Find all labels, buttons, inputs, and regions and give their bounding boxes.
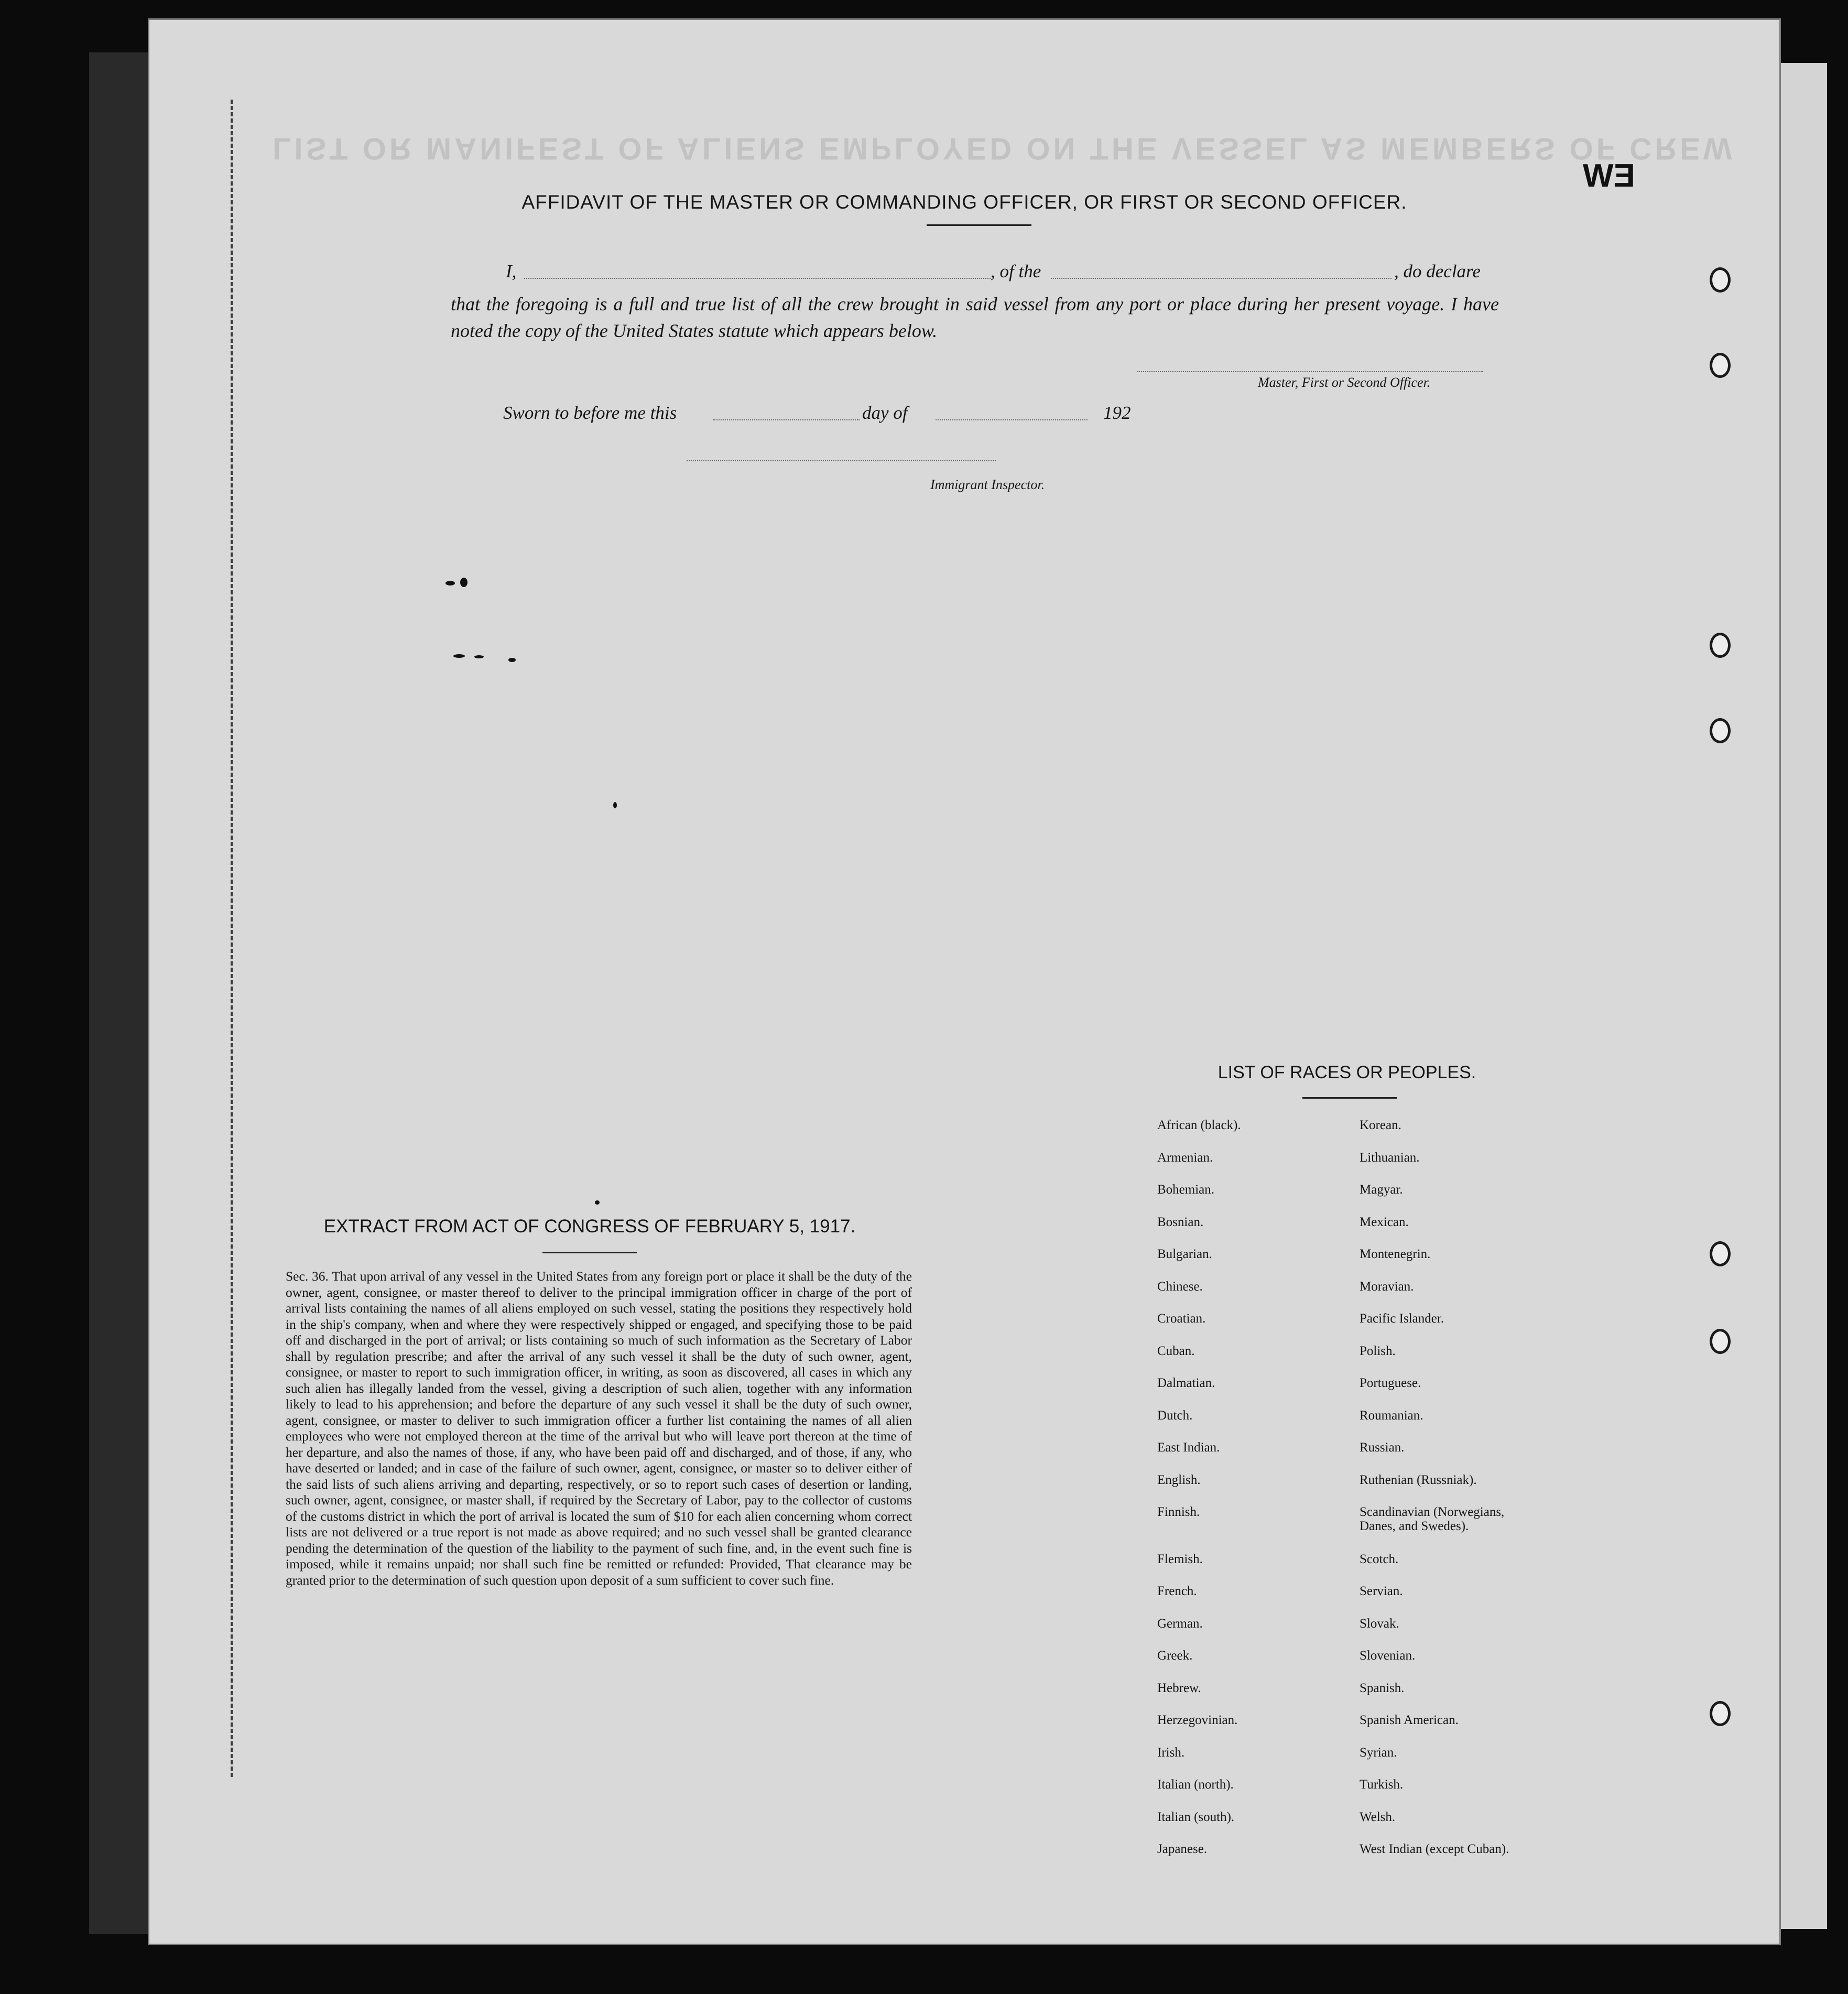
inspector-caption: Immigrant Inspector. — [930, 477, 1045, 492]
race-item: Mexican. — [1360, 1215, 1409, 1229]
race-item: Russian. — [1360, 1440, 1405, 1455]
race-item: Turkish. — [1360, 1778, 1404, 1792]
race-item: East Indian. — [1157, 1440, 1220, 1455]
sworn-month-line[interactable] — [936, 419, 1088, 420]
race-item: Scotch. — [1360, 1552, 1399, 1566]
do-declare-label: , do declare — [1394, 261, 1481, 281]
binder-hole — [1710, 1701, 1731, 1726]
race-item: Dalmatian. — [1157, 1376, 1215, 1390]
statute-text: Sec. 36. That upon arrival of any vessel in the United States from any foreign port or place it shall be the duty of the owner, agent, consignee, or master thereof to deliver to the principal immigration officer in charge of the port of arrival lists containing the names of all aliens employed on such vessel, stating the positions they respectively hold in the ship's company, when and where they were respectively shipped or engaged, and specifying those to be paid off and discharged in the port of arrival; or lists containing so much of such information as the Secretary of Labor shall by regulation prescribe; and after the arrival of any such vessel it shall be the duty of such owner, agent, consignee, or master to report to such immigration officer, in writing, as soon as discovered, all cases in which any such alien has illegally landed from the vessel, giving a description of such alien, together with any information likely to lead to his apprehension; and before the departure of any such vessel it shall be the duty of such owner, agent, consignee, or master to deliver to such immigration officer a further list containing the names of all alien employees who were not employed thereon at the time of the arrival but who will leave port thereon at the time of her departure, and also the names of those, if any, who have been paid off and discharged, and of those, if any, who have deserted or landed; and in case of the failure of such owner, agent, consignee, or master so to deliver either of the said lists of such aliens arriving and departing, respectively, or so to report such cases of desertion or landing, such owner, agent, consignee, or master shall, if required by the Secretary of Labor, pay to the collector of customs of the customs district in which the port of arrival is located the sum of $10 for each alien concerning whom correct lists are not delivered or a true report is not made as above required; and no such vessel shall be granted clearance pending the determination of the question of the liability to the payment of such fine, and, in the event such fine is imposed, while it remains unpaid; nor shall such fine be remitted or refunded: Provided, That clearance may be granted prior to the determination of such question upon deposit of a sum sufficient to cover such fine. — [286, 1269, 912, 1588]
races-title-rule — [1302, 1097, 1397, 1099]
race-item: Korean. — [1360, 1118, 1401, 1132]
ink-mark — [474, 655, 484, 658]
ink-mark — [508, 658, 516, 662]
race-item: Magyar. — [1360, 1183, 1403, 1197]
race-item: Ruthenian (Russniak). — [1360, 1472, 1477, 1487]
race-item: Spanish. — [1360, 1681, 1405, 1695]
race-item: Scandinavian (Norwegians, Danes, and Swedes). — [1360, 1505, 1505, 1533]
race-item: Slovak. — [1360, 1616, 1399, 1631]
race-item: Bohemian. — [1157, 1183, 1215, 1197]
of-the-label: , of the — [991, 261, 1041, 281]
signature-caption: Master, First or Second Officer. — [1258, 375, 1431, 390]
affiant-intro: I, — [506, 261, 517, 281]
race-item: Welsh. — [1360, 1809, 1396, 1824]
ink-mark — [595, 1200, 600, 1205]
race-item: Bulgarian. — [1157, 1247, 1212, 1261]
binder-hole — [1710, 718, 1731, 743]
race-item: Polish. — [1360, 1343, 1396, 1358]
race-item: Chinese. — [1157, 1279, 1203, 1294]
race-item: Japanese. — [1157, 1842, 1208, 1856]
extract-title-rule — [542, 1252, 637, 1253]
race-item: Bosnian. — [1157, 1215, 1204, 1229]
inspector-signature-line[interactable] — [687, 460, 996, 461]
ink-mark — [613, 802, 617, 808]
vessel-name-line[interactable] — [1051, 278, 1392, 279]
day-of-label: day of — [862, 403, 908, 423]
sworn-day-line[interactable] — [713, 419, 860, 420]
race-item: Dutch. — [1157, 1408, 1193, 1423]
race-item: Hebrew. — [1157, 1681, 1201, 1695]
year-label: 192 — [1103, 403, 1131, 423]
race-item: Flemish. — [1157, 1552, 1203, 1566]
race-item: Finnish. — [1157, 1505, 1200, 1519]
sworn-label: Sworn to before me this — [503, 403, 677, 423]
race-item: Spanish American. — [1360, 1713, 1459, 1727]
race-item: Slovenian. — [1360, 1649, 1416, 1663]
race-item: English. — [1157, 1472, 1201, 1487]
race-item: Italian (north). — [1157, 1778, 1234, 1792]
binder-hole — [1710, 353, 1731, 378]
affidavit-title: AFFIDAVIT OF THE MASTER OR COMMANDING OFFICER, OR FIRST OR SECOND OFFICER. — [521, 191, 1407, 213]
race-item: French. — [1157, 1584, 1197, 1598]
signature-line[interactable] — [1137, 371, 1483, 372]
race-item: Cuban. — [1157, 1343, 1195, 1358]
ink-mark — [445, 581, 455, 586]
affidavit-body: that the foregoing is a full and true list of all the crew brought in said vessel from any port or place during her present voyage. I have noted the copy of the United States statute which appears below. — [451, 294, 1499, 341]
race-item: Greek. — [1157, 1649, 1193, 1663]
race-item: Herzegovinian. — [1157, 1713, 1238, 1727]
race-item: Servian. — [1360, 1584, 1403, 1598]
race-item: Irish. — [1157, 1745, 1185, 1760]
race-item: Roumanian. — [1360, 1408, 1423, 1423]
ink-mark — [460, 578, 468, 587]
binder-hole — [1710, 1329, 1731, 1354]
binder-hole — [1710, 1241, 1731, 1266]
race-item: German. — [1157, 1616, 1203, 1631]
race-item: Italian (south). — [1157, 1809, 1235, 1824]
race-item: Lithuanian. — [1360, 1150, 1420, 1165]
race-item: Croatian. — [1157, 1312, 1206, 1326]
extract-title: EXTRACT FROM ACT OF CONGRESS OF FEBRUARY 5, 1917. — [323, 1216, 856, 1237]
affiant-name-line[interactable] — [524, 278, 991, 279]
race-item: Moravian. — [1360, 1279, 1414, 1294]
title-rule — [927, 224, 1031, 226]
corner-mark: EW — [1583, 158, 1635, 194]
races-title: LIST OF RACES OR PEOPLES. — [1217, 1063, 1476, 1082]
race-item: Armenian. — [1157, 1150, 1213, 1165]
race-item: African (black). — [1157, 1118, 1241, 1132]
race-item: Pacific Islander. — [1360, 1312, 1444, 1326]
race-item: Portuguese. — [1360, 1376, 1421, 1390]
binder-hole — [1710, 633, 1731, 658]
ink-mark — [453, 654, 465, 658]
binder-hole — [1710, 267, 1731, 292]
perforation-line — [231, 100, 233, 1777]
bleed-through-heading: LIST OR MANIFEST OF ALIENS EMPLOYED ON THE VESSEL AS MEMBERS OF CREW — [273, 132, 1735, 166]
race-item: Montenegrin. — [1360, 1247, 1431, 1261]
race-item: West Indian (except Cuban). — [1360, 1842, 1509, 1856]
race-item: Syrian. — [1360, 1745, 1397, 1760]
